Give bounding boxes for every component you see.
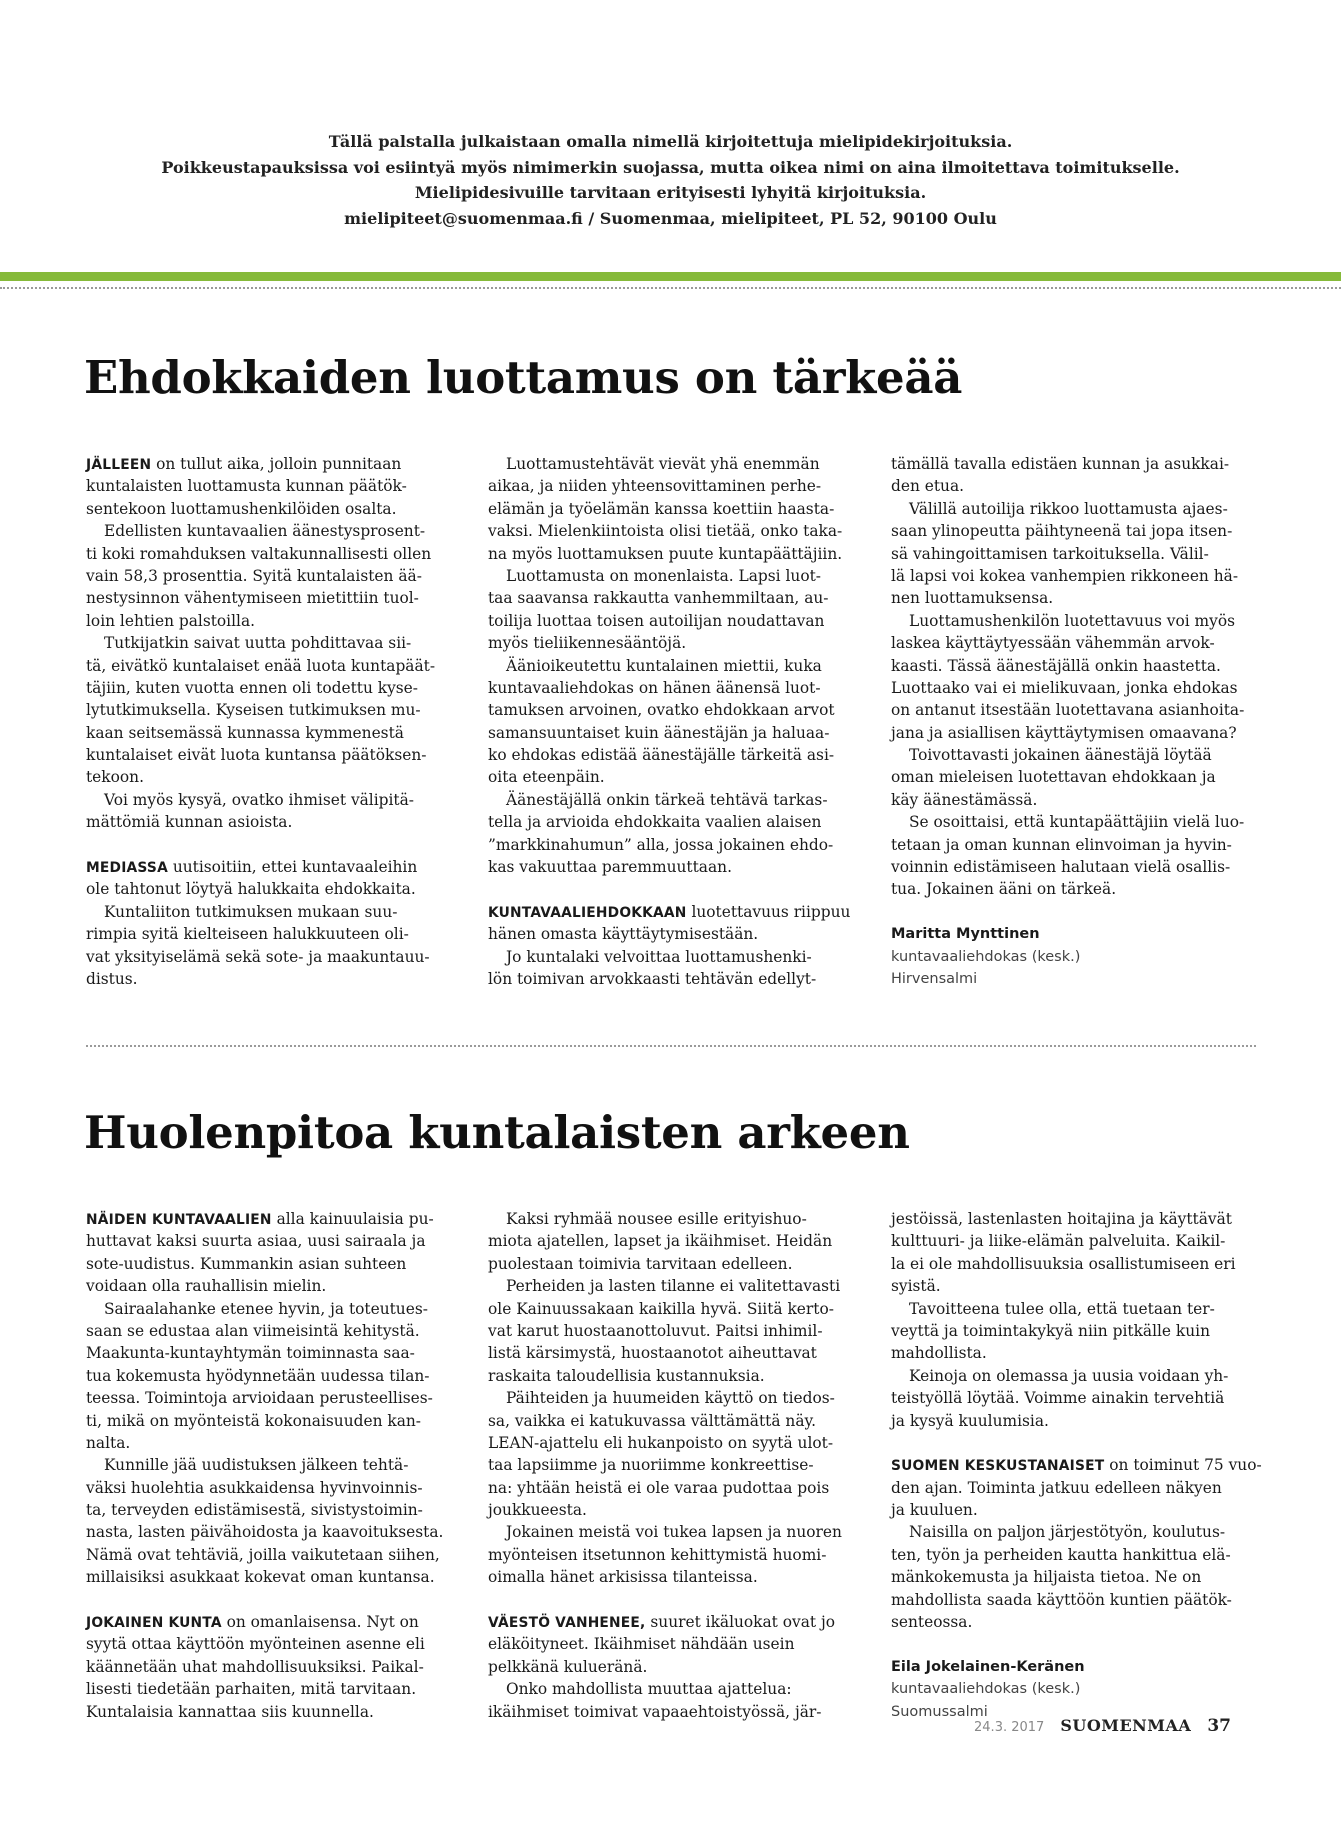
text-line: Kuntalaisia kannattaa siis kuunnella. (86, 1702, 374, 1721)
text-line: joukkueesta. (488, 1501, 587, 1520)
text-line: laskea käyttäytyessään vähemmän arvok- (891, 634, 1215, 653)
text-line: veyttä ja toimintakykyä niin pitkälle kuin (891, 1321, 1210, 1340)
intro-line: Poikkeustapauksissa voi esiintyä myös nimimerkin suojassa, mutta oikea nimi on aina ilmoitettava toimitukselle. (161, 157, 1180, 177)
text-line: Perheiden ja lasten tilanne ei valitettavasti (506, 1277, 841, 1296)
text-line: kuntalaisten luottamusta kunnan päätök- (86, 477, 407, 496)
text-line: kaasti. Tässä äänestäjällä onkin haastetta. (891, 656, 1221, 675)
section-lead-word: MEDIASSA (86, 860, 168, 877)
author-info: kuntavaaliehdokas (kesk.) (891, 1681, 1081, 1698)
section-lead-word: NÄIDEN KUNTAVAALIEN (86, 1212, 272, 1228)
text-line: LEAN-ajattelu eli hukanpoisto on syytä ulot- (488, 1433, 834, 1452)
text-line: Päihteiden ja huumeiden käyttö on tiedos- (506, 1389, 835, 1408)
text-line: käännetään uhat mahdollisuuksiksi. Paikal- (86, 1657, 424, 1676)
text-line: tämällä tavalla edistäen kunnan ja asukkai- (891, 455, 1230, 473)
section-lead-word: VÄESTÖ VANHENEE, (488, 1615, 646, 1632)
text-line (488, 901, 860, 923)
text-line: Naisilla on paljon järjestötyön, koulutus- (909, 1523, 1226, 1542)
text-line: oimalla hänet arkisissa tilanteissa. (488, 1568, 758, 1587)
text-line: kulttuuri- ja liike-elämän palveluita. Kaikil- (891, 1232, 1226, 1251)
text-line: nestysinnon vähentymiseen mietittiin tuol- (86, 589, 419, 608)
text-line: tekoon. (86, 768, 144, 787)
paragraph-gap (891, 1633, 1263, 1655)
text-line: kuntavaaliehdokas on hänen äänensä luot- (488, 678, 821, 697)
article-1-column-2 (488, 453, 860, 990)
text-line: lön toimivan arvokkaasti tehtävän edellyt- (488, 969, 817, 988)
text-line (86, 453, 458, 475)
text-line: tua kokemusta hyödynnetään uudessa tilan- (86, 1366, 430, 1385)
text-line-rest: on tullut aika, jolloin punnitaan (151, 455, 402, 473)
article-1-column-3 (891, 453, 1263, 990)
text-line: mänkokemusta ja hiljaista tietoa. Ne on (891, 1568, 1202, 1587)
text-line: Luottamusta on monenlaista. Lapsi luot- (506, 566, 821, 585)
author-info: Suomussalmi (891, 1703, 988, 1720)
text-line: myönteisen itsetunnon kehittymistä huomi- (488, 1545, 827, 1564)
text-line: millaisiksi asukkaat kokevat oman kuntansa. (86, 1568, 435, 1587)
text-line: ole tahtonut löytyä halukkaita ehdokkaita. (86, 880, 416, 899)
text-line: kuntalaiset eivät luota kuntansa päätöksen- (86, 746, 427, 765)
text-line: den ajan. Toiminta jatkuu edelleen näkyen (891, 1478, 1222, 1497)
text-line: on antanut itsestään luotettavana asianhoita- (891, 701, 1245, 720)
text-line: nasta, lasten päivähoidosta ja kaavoituksesta. (86, 1523, 444, 1542)
text-line: Kuntaliiton tutkimuksen mukaan suu- (104, 902, 398, 921)
text-line: syytä ottaa käyttöön myönteinen asenne eli (86, 1635, 425, 1654)
text-line-rest: on omanlaisensa. Nyt on (221, 1613, 419, 1632)
text-line: voidaan olla rauhallisin mielin. (86, 1277, 327, 1296)
text-line-rest: on toiminut 75 vuo- (1104, 1456, 1262, 1475)
text-line: toilija luottaa toisen autoilijan noudattavan (488, 611, 825, 630)
text-line (488, 1611, 860, 1633)
text-line: ko ehdokas edistää äänestäjälle tärkeitä asi- (488, 746, 835, 765)
text-line: käy äänestämässä. (891, 790, 1038, 809)
text-line: miota ajatellen, lapset ja ikäihmiset. Heidän (488, 1232, 833, 1251)
page-number: 37 (1207, 1716, 1231, 1736)
text-line: myös tieliikennesääntöjä. (488, 634, 687, 653)
text-line: samansuuntaiset kuin äänestäjän ja haluaa- (488, 723, 830, 742)
text-line: Tavoitteena tulee olla, että tuetaan ter- (909, 1299, 1215, 1318)
text-line: hänen omasta käyttäytymisestään. (488, 925, 759, 944)
text-line: mättömiä kunnan asioista. (86, 813, 293, 832)
publication-name: SUOMENMAA (1060, 1716, 1192, 1735)
text-line: voinnin edistämiseen halutaan vielä osallis- (891, 858, 1231, 877)
text-line: sentekoon luottamushenkilöiden osalta. (86, 499, 397, 518)
text-line-rest: luotettavuus riippuu (686, 902, 851, 921)
paragraph-gap (891, 901, 1263, 923)
text-line: senteossa. (891, 1613, 973, 1632)
column-intro-note (0, 129, 1341, 231)
author-info: Hirvensalmi (891, 970, 978, 987)
text-line: Voi myös kysyä, ovatko ihmiset välipitä- (104, 790, 414, 809)
text-line: ten, työn ja perheiden kautta hankittua elä- (891, 1545, 1231, 1564)
text-line: Maakunta-kuntayhtymän toiminnasta saa- (86, 1344, 415, 1363)
text-line: Luottaako vai ei mielikuvaan, jonka ehdokas (891, 678, 1238, 697)
text-line: oman mieleisen luotettavan ehdokkaan ja (891, 768, 1216, 787)
text-line: vain 58,3 prosenttia. Syitä kuntalaisten ää- (86, 566, 422, 585)
article-2-headline: Huolenpitoa kuntalaisten arkeen (84, 1106, 910, 1159)
text-line: tua. Jokainen ääni on tärkeä. (891, 880, 1117, 899)
text-line: teessa. Toimintoja arvioidaan perusteellises- (86, 1389, 433, 1408)
text-line: puolestaan toimivia tarvitaan edelleen. (488, 1254, 793, 1273)
text-line: loin lehtien palstoilla. (86, 611, 256, 630)
text-line: vat yksityiselämä sekä sote- ja maakuntauu- (86, 947, 430, 966)
text-line: kaan seitsemässä kunnassa kymmenestä (86, 723, 404, 742)
text-line: tetaan ja oman kunnan elinvoiman ja hyvin- (891, 835, 1232, 854)
section-lead-word: JÄLLEEN (86, 457, 152, 473)
text-line: nalta. (86, 1433, 131, 1452)
text-line (891, 1454, 1263, 1476)
text-line: ti, mikä on myönteistä kokonaisuuden kan- (86, 1411, 422, 1430)
text-line: Jokainen meistä voi tukea lapsen ja nuoren (506, 1523, 842, 1542)
text-line: Äänioikeutettu kuntalainen miettii, kuka (506, 656, 822, 675)
text-line: nen luottamuksensa. (891, 589, 1054, 608)
text-line: taa saavansa rakkautta vanhemmiltaan, au- (488, 589, 829, 608)
paragraph-gap (488, 1589, 860, 1611)
text-line: Sairaalahanke etenee hyvin, ja toteutues- (104, 1299, 428, 1318)
text-line: Onko mahdollista muuttaa ajattelua: (506, 1680, 792, 1699)
text-line: lisesti tiedetään parhaiten, mitä tarvitaan. (86, 1680, 417, 1699)
text-line: teistyöllä löytää. Voimme ainakin tervehtiä (891, 1389, 1225, 1408)
article-1-column-1 (86, 453, 458, 990)
text-line: sä vahingoittamisen tarkoituksella. Välil- (891, 544, 1209, 563)
text-line: listä kärsimystä, huostaanotot aiheuttavat (488, 1344, 817, 1363)
text-line: den etua. (891, 477, 965, 496)
dotted-divider-top (0, 287, 1341, 289)
intro-line: Tällä palstalla julkaistaan omalla nimellä kirjoitettuja mielipidekirjoituksia. (328, 132, 1013, 151)
text-line-rest: uutisoitiin, ettei kuntavaaleihin (167, 858, 418, 877)
text-line: Luottamustehtävät vievät yhä enemmän (506, 455, 820, 473)
text-line: sote-uudistus. Kummankin asian suhteen (86, 1254, 407, 1273)
author-info: kuntavaaliehdokas (kesk.) (891, 948, 1081, 965)
text-line: oita eteenpäin. (488, 768, 605, 787)
article-2-column-3 (891, 1208, 1263, 1723)
text-line: Välillä autoilija rikkoo luottamusta ajaes- (909, 499, 1228, 518)
text-line: saan se edustaa alan viimeisintä kehitystä. (86, 1321, 420, 1340)
text-line: vaksi. Mielenkiintoista olisi tietää, onko taka- (488, 522, 843, 541)
text-line: mahdollista saada käyttöön kuntien päätök- (891, 1590, 1232, 1609)
paragraph-gap (488, 878, 860, 900)
text-line-rest: suuret ikäluokat ovat jo (645, 1613, 836, 1632)
text-line: täjiin, kuten vuotta ennen oli todettu kyse- (86, 678, 418, 697)
text-line: Keinoja on olemassa ja uusia voidaan yh- (909, 1366, 1229, 1385)
text-line: väksi huolehtia asukkaidensa hyvinvoinnis- (86, 1478, 423, 1497)
text-line: la ei ole mahdollisuuksia osallistumiseen eri (891, 1254, 1236, 1273)
text-line: Luottamushenkilön luotettavuus voi myös (909, 611, 1235, 630)
text-line: Toivottavasti jokainen äänestäjä löytää (909, 746, 1212, 765)
text-line: Tutkijatkin saivat uutta pohdittavaa sii- (104, 634, 412, 653)
text-line-rest: alla kainuulaisia pu- (271, 1210, 434, 1228)
text-line: aikaa, ja niiden yhteensovittaminen perhe- (488, 477, 822, 496)
intro-line: Mielipidesivuille tarvitaan erityisesti lyhyitä kirjoituksia. (414, 183, 927, 202)
author-name: Maritta Mynttinen (891, 926, 1040, 943)
text-line: Jo kuntalaki velvoittaa luottamushenki- (506, 947, 812, 966)
page-footer (974, 1716, 1231, 1736)
paragraph-gap (86, 834, 458, 856)
text-line: rimpia syitä kielteiseen halukkuuteen oli- (86, 925, 409, 944)
text-line: distus. (86, 969, 138, 988)
text-line: sa, vaikka ei katukuvassa välttämättä näy. (488, 1411, 817, 1430)
text-line: raskaita taloudellisia kustannuksia. (488, 1366, 765, 1385)
issue-date: 24.3. 2017 (974, 1720, 1045, 1735)
text-line: Äänestäjällä onkin tärkeä tehtävä tarkas- (506, 790, 828, 809)
text-line: lytutkimuksella. Kyseisen tutkimuksen mu- (86, 701, 421, 720)
text-line: vat karut huostaanottoluvut. Paitsi inhimil- (488, 1321, 823, 1340)
article-2-column-1 (86, 1208, 458, 1723)
text-line: ja kuuluen. (891, 1501, 978, 1520)
text-line: ja kysyä kuulumisia. (891, 1411, 1049, 1430)
text-line: mahdollista. (891, 1344, 987, 1363)
text-line (86, 1611, 458, 1633)
text-line: lä lapsi voi kokea vanhempien rikkoneen hä- (891, 566, 1239, 585)
text-line: na: yhtään heistä ei ole varaa pudottaa pois (488, 1478, 830, 1497)
paragraph-gap (86, 1589, 458, 1611)
text-line: Se osoittaisi, että kuntapäättäjiin vielä luo- (909, 813, 1245, 832)
text-line: ikäihmiset toimivat vapaaehtoistyössä, jär- (488, 1702, 822, 1721)
text-line: syistä. (891, 1277, 941, 1296)
text-line: saan ylinopeutta päihtyneenä tai jopa itsen- (891, 522, 1233, 541)
text-line: Kunnille jää uudistuksen jälkeen tehtä- (104, 1456, 409, 1475)
text-line: na myös luottamuksen puute kuntapäättäjiin. (488, 544, 843, 563)
text-line: Nämä ovat tehtäviä, joilla vaikutetaan siihen, (86, 1545, 440, 1564)
section-lead-word: KUNTAVAALIEHDOKKAAN (488, 904, 687, 921)
text-line: pelkkänä kulueränä. (488, 1657, 648, 1676)
text-line: tella ja arvioida ehdokkaita vaalien alaisen (488, 813, 822, 832)
text-line: tä, eivätkö kuntalaiset enää luota kuntapäät- (86, 656, 436, 675)
text-line: elämän ja työelämän kanssa koettiin haasta- (488, 499, 835, 518)
section-lead-word: SUOMEN KESKUSTANAISET (891, 1458, 1105, 1475)
text-line: ti koki romahduksen valtakunnallisesti ollen (86, 544, 432, 563)
intro-contact-line: mielipiteet@suomenmaa.fi / Suomenmaa, mielipiteet, PL 52, 90100 Oulu (344, 208, 997, 228)
text-line: jana ja asiallisen käyttäytymisen omaavana? (891, 723, 1237, 742)
dotted-divider-articles (86, 1045, 1256, 1047)
text-line: Edellisten kuntavaalien äänestysprosent- (104, 522, 426, 541)
text-line (86, 856, 458, 878)
text-line (86, 1208, 458, 1230)
author-name: Eila Jokelainen-Keränen (891, 1658, 1085, 1675)
text-line: tamuksen arvoinen, ovatko ehdokkaan arvot (488, 701, 835, 720)
text-line: huttavat kaksi suurta asiaa, uusi sairaala ja (86, 1232, 426, 1251)
section-lead-word: JOKAINEN KUNTA (86, 1615, 222, 1632)
text-line: ta, terveyden edistämisestä, sivistystoimin- (86, 1501, 423, 1520)
paragraph-gap (891, 1432, 1263, 1454)
article-1-headline: Ehdokkaiden luottamus on tärkeää (84, 351, 963, 404)
text-line: ”markkinahumun” alla, jossa jokainen ehdo- (488, 835, 834, 854)
text-line: kas vakuuttaa paremmuuttaan. (488, 858, 732, 877)
green-accent-bar (0, 272, 1341, 281)
text-line: ole Kainuussakaan kaikilla hyvä. Siitä kerto- (488, 1299, 834, 1318)
text-line: taa lapsiimme ja nuoriimme konkreettise- (488, 1456, 814, 1475)
text-line: jestöissä, lastenlasten hoitajina ja käyttävät (891, 1210, 1232, 1228)
article-2-column-2 (488, 1208, 860, 1723)
text-line: Kaksi ryhmää nousee esille erityishuo- (506, 1210, 807, 1228)
text-line: eläköityneet. Ikäihmiset nähdään usein (488, 1635, 795, 1654)
